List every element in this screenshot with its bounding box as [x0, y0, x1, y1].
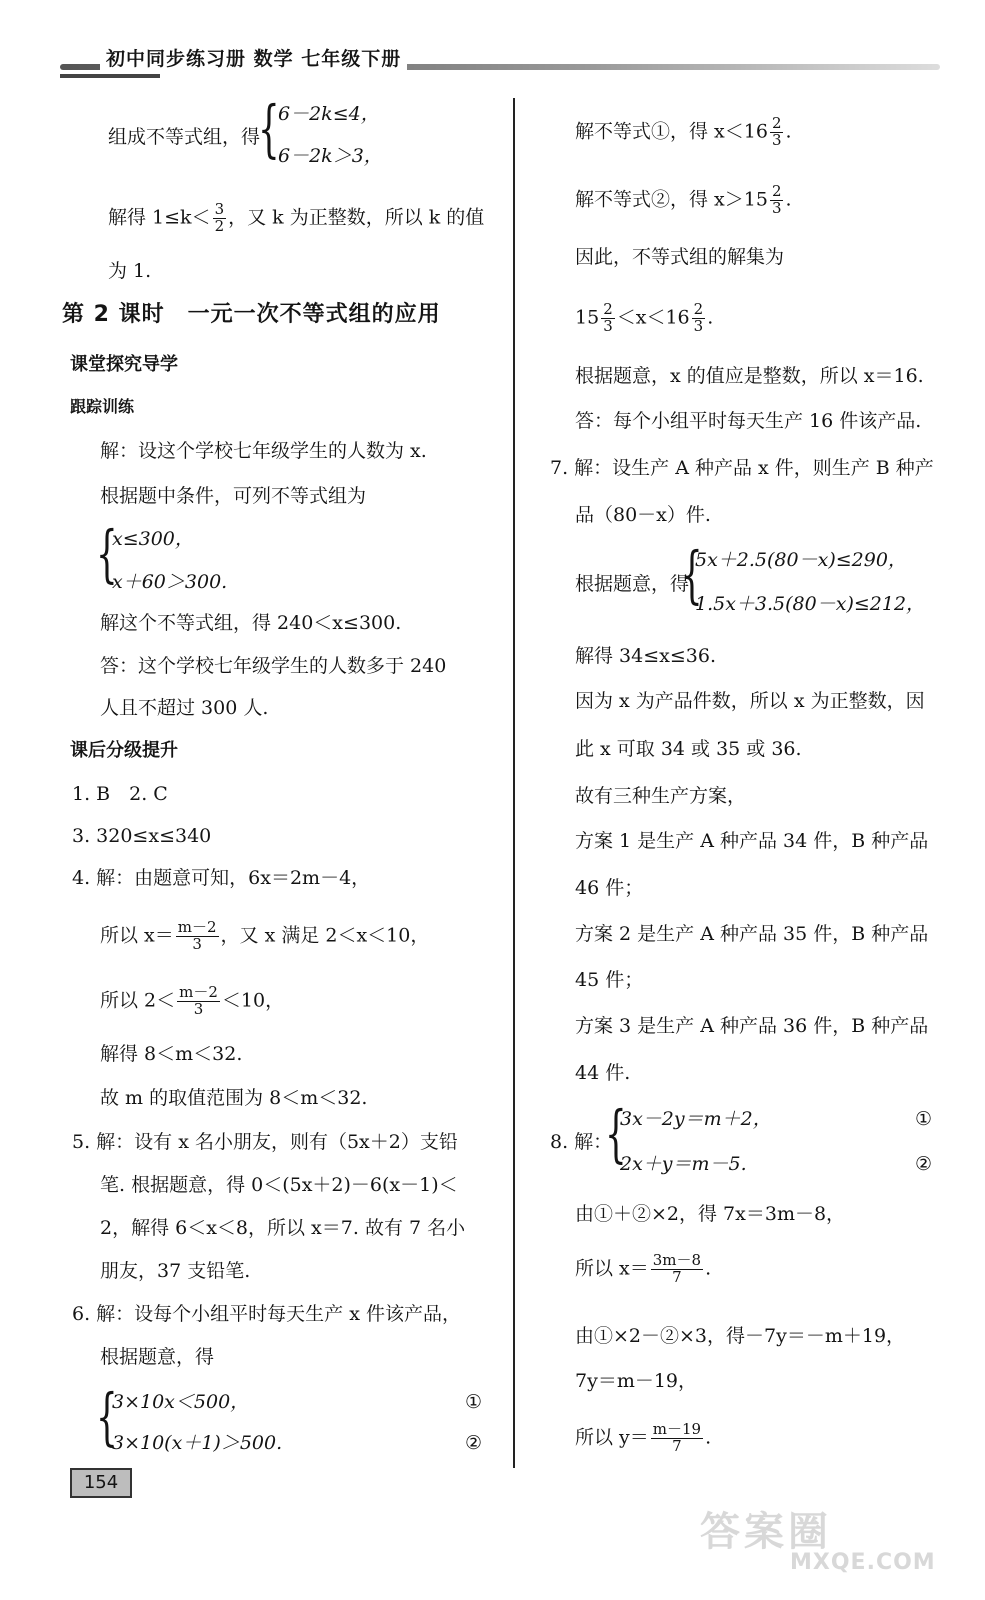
answer-line: 根据题意，得	[100, 1346, 215, 1368]
text-line: 15 $\frac{2}{3}$ ＜x＜16 $\frac{2}{3}$ .	[575, 300, 714, 335]
system-line: 1.5x＋3.5(80－x)≤212，	[695, 593, 926, 615]
text-line: 解不等式①，得 x＜16 $\frac{2}{3}$ .	[575, 114, 792, 149]
system-line: 2x＋y＝m－5.	[620, 1153, 747, 1175]
equation-marker: ①	[465, 1391, 483, 1413]
system-line: x≤300，	[112, 528, 194, 550]
text-line: 因为 x 为产品件数，所以 x 为正整数，因	[575, 690, 925, 712]
system-line: 3×10x＜500，	[112, 1391, 250, 1413]
system-line: 3x－2y＝m＋2，	[620, 1108, 772, 1130]
answer-line: 3. 320≤x≤340	[72, 825, 212, 847]
text-line: 由①＋②×2，得 7x＝3m－8，	[575, 1203, 846, 1225]
watermark-url: MXQE.COM	[790, 1550, 936, 1575]
text-line: 由①×2－②×3，得－7y＝－m＋19，	[575, 1325, 906, 1347]
text-line: 解得 34≤x≤36.	[575, 645, 716, 667]
equation-marker: ②	[915, 1153, 933, 1175]
answer-line: 2，解得 6＜x＜8，所以 x＝7. 故有 7 名小	[100, 1217, 466, 1239]
system-line: 3×10(x＋1)＞500.	[112, 1432, 283, 1454]
answer-line: 笔. 根据题意，得 0＜(5x＋2)－6(x－1)＜	[100, 1174, 458, 1196]
brace: {	[605, 1097, 627, 1170]
text-line: 44 件.	[575, 1062, 631, 1084]
system-line: 5x＋2.5(80－x)≤290，	[695, 549, 907, 571]
system-line: 6－2k≤4，	[278, 103, 380, 125]
text-line: 方案 1 是生产 A 种产品 34 件，B 种产品	[575, 830, 929, 852]
watermark-text: 答案圈	[700, 1509, 832, 1555]
text-line: 答：这个学校七年级学生的人数多于 240	[100, 655, 447, 677]
section-heading: 课后分级提升	[70, 740, 178, 761]
answer-line: 故 m 的取值范围为 8＜m＜32.	[100, 1087, 368, 1109]
system-line: x＋60＞300.	[112, 571, 228, 593]
text-line: 7y＝m－19，	[575, 1370, 698, 1392]
equation-marker: ①	[915, 1108, 933, 1130]
answer-line: 解得 8＜m＜32.	[100, 1043, 243, 1065]
text-line: 45 件；	[575, 969, 644, 991]
text-line: 组成不等式组，得	[108, 126, 261, 148]
text-line: 解这个不等式组，得 240＜x≤300.	[100, 612, 402, 634]
header-rule-accent	[60, 74, 160, 78]
text-line: 为 1.	[108, 260, 152, 282]
text-line: 因此，不等式组的解集为	[575, 246, 785, 268]
text-line: 人且不超过 300 人.	[100, 697, 269, 719]
text-line: 解：设这个学校七年级学生的人数为 x.	[100, 440, 427, 462]
system-line: 6－2k＞3，	[278, 145, 383, 167]
text-line: 答：每个小组平时每天生产 16 件该产品.	[575, 410, 922, 432]
answer-line: 所以 2＜ $\frac{m-2}{3}$ ＜10，	[100, 983, 285, 1018]
text-line: 所以 y＝ $\frac{m-19}{7}$ .	[575, 1420, 712, 1455]
lesson-title: 第 2 课时 一元一次不等式组的应用	[62, 302, 441, 327]
answer-line: 4. 解：由题意可知，6x＝2m－4，	[72, 867, 371, 889]
answer-line: 8. 解：	[550, 1131, 613, 1153]
equation-marker: ②	[465, 1432, 483, 1454]
header-title: 初中同步练习册 数学 七年级下册	[100, 44, 407, 71]
page-number: 154	[70, 1468, 132, 1498]
answer-line: 品（80－x）件.	[575, 504, 711, 526]
section-heading: 课堂探究导学	[70, 354, 178, 375]
page-header	[60, 44, 940, 84]
watermark-logo	[700, 1500, 936, 1575]
text-line: 故有三种生产方案，	[575, 785, 747, 807]
brace: {	[258, 92, 280, 165]
answer-line: 7. 解：设生产 A 种产品 x 件，则生产 B 种产	[550, 457, 934, 479]
text-line: 解不等式②，得 x＞15 $\frac{2}{3}$ .	[575, 182, 792, 217]
text-line: 根据题意，x 的值应是整数，所以 x＝16.	[575, 365, 924, 387]
brace: {	[96, 1380, 118, 1453]
text-line: 根据题意，得	[575, 573, 690, 595]
text-line: 此 x 可取 34 或 35 或 36.	[575, 738, 802, 760]
section-subheading: 跟踪训练	[70, 397, 135, 416]
text-line: 根据题中条件，可列不等式组为	[100, 485, 367, 507]
brace: {	[681, 538, 703, 611]
text-line: 方案 3 是生产 A 种产品 36 件，B 种产品	[575, 1015, 929, 1037]
answer-line: 朋友，37 支铅笔.	[100, 1260, 251, 1282]
text-line: 46 件；	[575, 877, 644, 899]
answer-line: 所以 x＝ $\frac{m-2}{3}$ ，又 x 满足 2＜x＜10，	[100, 918, 430, 953]
text-line: 方案 2 是生产 A 种产品 35 件，B 种产品	[575, 923, 929, 945]
answer-line: 5. 解：设有 x 名小朋友，则有（5x＋2）支铅	[72, 1131, 458, 1153]
column-divider	[513, 98, 515, 1468]
brace: {	[96, 517, 118, 590]
text-line: 解得 1≤k＜ $\frac{3}{2}$ ，又 k 为正整数，所以 k 的值	[108, 200, 485, 235]
answer-line: 1. B 2. C	[72, 783, 168, 805]
text-line: 所以 x＝ $\frac{3m-8}{7}$ .	[575, 1251, 712, 1286]
answer-line: 6. 解：设每个小组平时每天生产 x 件该产品，	[72, 1303, 461, 1325]
